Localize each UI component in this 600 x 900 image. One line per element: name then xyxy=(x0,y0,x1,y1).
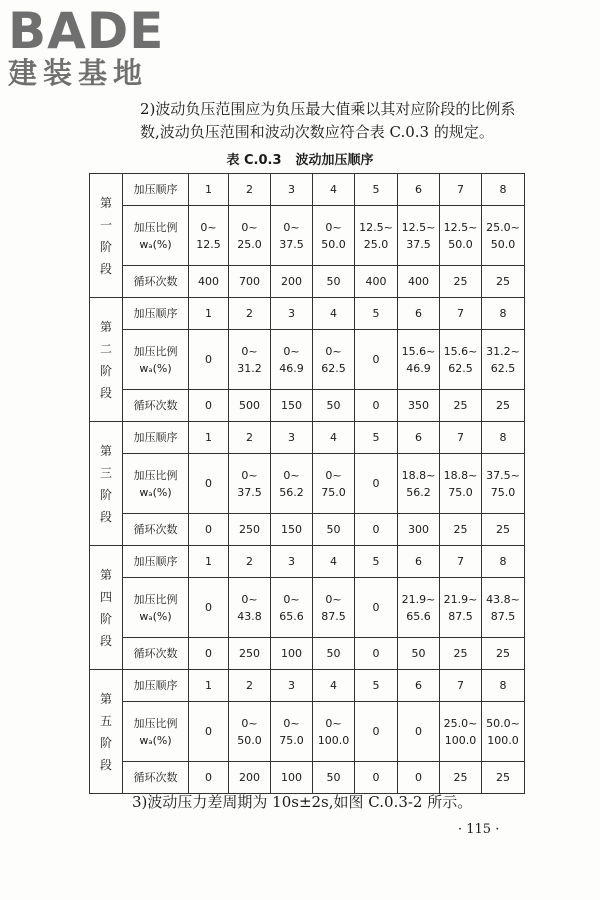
paragraph-negative-pressure-range xyxy=(140,98,570,144)
cycles-cell: 50 xyxy=(313,762,355,794)
ratio-value: 87.5 xyxy=(448,609,473,623)
stage-label-cell xyxy=(90,298,123,422)
sequence-cell: 3 xyxy=(271,298,313,330)
ratio-value: 75.0 xyxy=(490,485,516,499)
cycles-cell: 0 xyxy=(189,514,229,546)
ratio-value: 0~ xyxy=(283,344,300,358)
table-caption-title: 波动加压顺序 xyxy=(295,153,374,168)
row-label-ratio xyxy=(123,330,189,390)
ratio-value: 46.9 xyxy=(406,361,431,375)
cycles-cell: 150 xyxy=(271,514,313,546)
sequence-cell: 2 xyxy=(229,174,271,206)
ratio-value: 37.5~ xyxy=(486,468,520,482)
ratio-value: 62.5 xyxy=(448,361,473,375)
ratio-value: 43.8~ xyxy=(486,592,520,606)
row-label-sequence: 加压顺序 xyxy=(123,422,189,454)
ratio-value: 100.0 xyxy=(317,733,350,747)
ratio-cell xyxy=(440,578,482,638)
ratio-label-line-2: wₐ(%) xyxy=(139,361,172,375)
ratio-value: 0~ xyxy=(325,592,342,606)
ratio-value: 0~ xyxy=(241,468,258,482)
paragraph-line-2: 数,波动负压范围和波动次数应符合表 C.0.3 的规定。 xyxy=(140,123,494,141)
cycles-cell: 50 xyxy=(313,390,355,422)
ratio-cell xyxy=(398,206,440,266)
ratio-label-line-1: 加压比例 xyxy=(133,468,178,482)
stage-label-char: 第 xyxy=(99,443,112,458)
cycles-cell: 250 xyxy=(229,514,271,546)
cycles-cell: 100 xyxy=(271,638,313,670)
ratio-label-line-1: 加压比例 xyxy=(133,344,178,358)
ratio-label-line-2: wₐ(%) xyxy=(139,609,172,623)
ratio-value: 56.2 xyxy=(406,485,431,499)
row-label-sequence: 加压顺序 xyxy=(123,546,189,578)
ratio-value: 75.0 xyxy=(321,485,346,499)
cycles-cell: 0 xyxy=(189,638,229,670)
table-row xyxy=(90,454,525,514)
cycles-cell: 0 xyxy=(189,762,229,794)
stage-label-cell xyxy=(90,546,123,670)
sequence-cell: 3 xyxy=(271,422,313,454)
ratio-label-line-1: 加压比例 xyxy=(133,592,178,606)
table-body xyxy=(90,174,525,794)
cycles-cell: 25 xyxy=(482,514,525,546)
table-row xyxy=(90,702,525,762)
ratio-cell xyxy=(271,702,313,762)
ratio-value: 43.8 xyxy=(237,609,262,623)
table-caption xyxy=(0,149,600,168)
ratio-cell xyxy=(271,330,313,390)
ratio-value: 25.0~ xyxy=(443,716,478,730)
sequence-cell: 4 xyxy=(313,546,355,578)
ratio-value: 21.9~ xyxy=(443,592,478,606)
cycles-cell: 0 xyxy=(355,638,398,670)
stage-label-char: 段 xyxy=(99,261,112,276)
sequence-cell: 1 xyxy=(189,298,229,330)
ratio-value: 75.0 xyxy=(279,733,304,747)
ratio-cell xyxy=(355,454,398,514)
logo-wordmark: BADE xyxy=(8,2,165,60)
ratio-cell xyxy=(229,578,271,638)
cycles-cell: 25 xyxy=(482,266,525,298)
ratio-value: 0 xyxy=(205,725,212,738)
cycles-cell: 50 xyxy=(313,514,355,546)
ratio-value: 37.5 xyxy=(406,237,431,251)
ratio-cell xyxy=(313,330,355,390)
ratio-value: 50.0 xyxy=(448,237,473,251)
sequence-cell: 7 xyxy=(440,422,482,454)
ratio-value: 50.0~ xyxy=(486,716,520,730)
ratio-value: 21.9~ xyxy=(401,592,436,606)
ratio-value: 0~ xyxy=(325,716,342,730)
ratio-value: 18.8~ xyxy=(443,468,478,482)
ratio-value: 100.0 xyxy=(444,733,477,747)
cycles-cell: 350 xyxy=(398,390,440,422)
stage-label-char: 阶 xyxy=(99,363,112,378)
table-row xyxy=(90,546,525,578)
pressure-sequence-table xyxy=(89,173,525,794)
cycles-cell: 0 xyxy=(355,762,398,794)
ratio-cell xyxy=(271,206,313,266)
sequence-cell: 4 xyxy=(313,174,355,206)
row-label-ratio xyxy=(123,578,189,638)
cycles-cell: 50 xyxy=(313,638,355,670)
logo-subtitle: 建装基地 xyxy=(8,56,149,90)
cycles-cell: 200 xyxy=(271,266,313,298)
stage-label-char: 第 xyxy=(99,319,112,334)
stage-label-char: 段 xyxy=(99,757,112,772)
sequence-cell: 5 xyxy=(355,546,398,578)
stage-label-char: 第 xyxy=(99,567,112,582)
cycles-cell: 100 xyxy=(271,762,313,794)
ratio-value: 12.5~ xyxy=(443,220,478,234)
ratio-cell xyxy=(313,578,355,638)
ratio-value: 0~ xyxy=(325,344,342,358)
ratio-cell xyxy=(189,578,229,638)
table-caption-number: 表 C.0.3 xyxy=(226,153,282,168)
ratio-label-line-1: 加压比例 xyxy=(133,716,178,730)
stage-label-cell xyxy=(90,174,123,298)
row-label-cycles: 循环次数 xyxy=(123,266,189,298)
ratio-value: 56.2 xyxy=(279,485,304,499)
ratio-cell xyxy=(482,330,525,390)
ratio-label-line-2: wₐ(%) xyxy=(139,485,172,499)
ratio-value: 25.0 xyxy=(237,237,262,251)
cycles-cell: 400 xyxy=(355,266,398,298)
ratio-cell xyxy=(355,702,398,762)
sequence-cell: 4 xyxy=(313,422,355,454)
cycles-cell: 50 xyxy=(313,266,355,298)
sequence-cell: 7 xyxy=(440,298,482,330)
row-label-sequence: 加压顺序 xyxy=(123,174,189,206)
sequence-cell: 4 xyxy=(313,298,355,330)
ratio-cell xyxy=(355,578,398,638)
row-label-cycles: 循环次数 xyxy=(123,638,189,670)
cycles-cell: 50 xyxy=(398,638,440,670)
ratio-value: 25.0 xyxy=(363,237,389,251)
ratio-value: 0~ xyxy=(241,592,258,606)
sequence-cell: 5 xyxy=(355,670,398,702)
ratio-value: 18.8~ xyxy=(401,468,436,482)
ratio-value: 0~ xyxy=(241,716,258,730)
cycles-cell: 300 xyxy=(398,514,440,546)
ratio-value: 15.6~ xyxy=(401,344,436,358)
stage-label-char: 段 xyxy=(99,633,112,648)
row-label-cycles: 循环次数 xyxy=(123,762,189,794)
ratio-cell xyxy=(482,454,525,514)
paragraph-line-1: 2)波动负压范围应为负压最大值乘以其对应阶段的比例系 xyxy=(140,100,516,118)
stage-label-char: 段 xyxy=(99,385,112,400)
table-row xyxy=(90,298,525,330)
ratio-cell xyxy=(355,330,398,390)
ratio-value: 12.5~ xyxy=(401,220,436,234)
sequence-cell: 3 xyxy=(271,174,313,206)
ratio-value: 100.0 xyxy=(487,733,519,747)
table-row xyxy=(90,266,525,298)
table-row xyxy=(90,578,525,638)
sequence-cell: 5 xyxy=(355,298,398,330)
cycles-cell: 700 xyxy=(229,266,271,298)
ratio-value: 15.6~ xyxy=(443,344,478,358)
ratio-cell xyxy=(398,330,440,390)
sequence-cell: 2 xyxy=(229,422,271,454)
cycles-cell: 25 xyxy=(482,390,525,422)
ratio-cell xyxy=(189,330,229,390)
stage-label-char: 第 xyxy=(99,195,112,210)
cycles-cell: 0 xyxy=(189,390,229,422)
ratio-label-line-2: wₐ(%) xyxy=(139,237,172,251)
ratio-cell xyxy=(189,702,229,762)
cycles-cell: 25 xyxy=(440,390,482,422)
stage-label-char: 二 xyxy=(99,341,112,356)
ratio-value: 0 xyxy=(205,477,212,490)
ratio-value: 37.5 xyxy=(237,485,262,499)
ratio-cell xyxy=(398,454,440,514)
row-label-cycles: 循环次数 xyxy=(123,514,189,546)
sequence-cell: 1 xyxy=(189,546,229,578)
ratio-cell xyxy=(271,454,313,514)
table-row xyxy=(90,174,525,206)
stage-label-char: 四 xyxy=(99,589,112,604)
ratio-value: 0~ xyxy=(200,220,217,234)
cycles-cell: 25 xyxy=(440,762,482,794)
ratio-value: 0 xyxy=(372,601,380,614)
cycles-cell: 500 xyxy=(229,390,271,422)
stage-label-char: 三 xyxy=(99,465,112,480)
cycles-cell: 25 xyxy=(440,514,482,546)
cycles-cell: 0 xyxy=(355,390,398,422)
table-row xyxy=(90,638,525,670)
cycles-cell: 25 xyxy=(482,762,525,794)
ratio-value: 31.2 xyxy=(237,361,262,375)
ratio-cell xyxy=(229,330,271,390)
ratio-cell xyxy=(271,578,313,638)
cycles-cell: 25 xyxy=(440,266,482,298)
ratio-value: 0~ xyxy=(241,220,258,234)
stage-label-char: 一 xyxy=(99,217,112,232)
stage-label-cell xyxy=(90,422,123,546)
table-row xyxy=(90,762,525,794)
cycles-cell: 25 xyxy=(482,638,525,670)
stage-label-char: 第 xyxy=(99,691,112,706)
ratio-value: 0~ xyxy=(325,220,342,234)
sequence-cell: 2 xyxy=(229,546,271,578)
cycles-cell: 250 xyxy=(229,638,271,670)
sequence-cell: 5 xyxy=(355,174,398,206)
row-label-ratio xyxy=(123,454,189,514)
ratio-label-line-1: 加压比例 xyxy=(133,220,178,234)
table-row xyxy=(90,206,525,266)
ratio-value: 75.0 xyxy=(448,485,473,499)
sequence-cell: 6 xyxy=(398,174,440,206)
ratio-value: 50.0 xyxy=(237,733,262,747)
ratio-value: 50.0 xyxy=(490,237,516,251)
ratio-cell xyxy=(229,702,271,762)
sequence-cell: 7 xyxy=(440,546,482,578)
ratio-cell xyxy=(440,206,482,266)
cycles-cell: 25 xyxy=(440,638,482,670)
sequence-cell: 8 xyxy=(482,174,525,206)
row-label-sequence: 加压顺序 xyxy=(123,298,189,330)
ratio-cell xyxy=(482,702,525,762)
sequence-cell: 3 xyxy=(271,546,313,578)
ratio-cell xyxy=(229,454,271,514)
ratio-value: 87.5 xyxy=(321,609,346,623)
sequence-cell: 1 xyxy=(189,422,229,454)
cycles-cell: 400 xyxy=(398,266,440,298)
bade-logo xyxy=(8,2,178,90)
sequence-cell: 5 xyxy=(355,422,398,454)
sequence-cell: 6 xyxy=(398,546,440,578)
ratio-value: 65.6 xyxy=(279,609,304,623)
sequence-cell: 7 xyxy=(440,174,482,206)
stage-label-char: 阶 xyxy=(99,611,112,626)
ratio-cell xyxy=(398,578,440,638)
ratio-cell xyxy=(355,206,398,266)
ratio-cell xyxy=(313,702,355,762)
sequence-cell: 4 xyxy=(313,670,355,702)
sequence-cell: 8 xyxy=(482,546,525,578)
cycles-cell: 150 xyxy=(271,390,313,422)
stage-label-char: 段 xyxy=(99,509,112,524)
sequence-cell: 2 xyxy=(229,670,271,702)
ratio-value: 31.2~ xyxy=(486,344,520,358)
ratio-value: 12.5~ xyxy=(359,220,393,234)
ratio-value: 25.0~ xyxy=(486,220,520,234)
row-label-cycles: 循环次数 xyxy=(123,390,189,422)
table-row xyxy=(90,514,525,546)
sequence-cell: 3 xyxy=(271,670,313,702)
ratio-value: 0 xyxy=(205,601,212,614)
ratio-value: 0~ xyxy=(283,592,300,606)
stage-label-cell xyxy=(90,670,123,794)
ratio-value: 12.5 xyxy=(196,237,221,251)
cycles-cell: 200 xyxy=(229,762,271,794)
ratio-value: 0 xyxy=(372,353,380,366)
ratio-value: 62.5 xyxy=(321,361,346,375)
page-number: · 115 · xyxy=(458,822,500,837)
ratio-value: 0 xyxy=(415,725,422,738)
stage-label-char: 阶 xyxy=(99,487,112,502)
ratio-cell xyxy=(440,702,482,762)
table-row xyxy=(90,670,525,702)
sequence-cell: 6 xyxy=(398,670,440,702)
ratio-cell xyxy=(482,206,525,266)
ratio-cell xyxy=(482,578,525,638)
ratio-value: 0~ xyxy=(283,220,300,234)
ratio-value: 87.5 xyxy=(490,609,516,623)
ratio-cell xyxy=(440,454,482,514)
ratio-value: 65.6 xyxy=(406,609,431,623)
ratio-value: 0~ xyxy=(241,344,258,358)
table-row xyxy=(90,422,525,454)
ratio-value: 50.0 xyxy=(321,237,346,251)
ratio-value: 0 xyxy=(205,353,212,366)
table-row xyxy=(90,330,525,390)
ratio-value: 0~ xyxy=(283,716,300,730)
ratio-label-line-2: wₐ(%) xyxy=(139,733,172,747)
ratio-cell xyxy=(398,702,440,762)
ratio-cell xyxy=(313,206,355,266)
sequence-cell: 7 xyxy=(440,670,482,702)
ratio-value: 0~ xyxy=(283,468,300,482)
row-label-sequence: 加压顺序 xyxy=(123,670,189,702)
ratio-cell xyxy=(313,454,355,514)
sequence-cell: 8 xyxy=(482,670,525,702)
stage-label-char: 阶 xyxy=(99,735,112,750)
cycles-cell: 0 xyxy=(355,514,398,546)
ratio-cell xyxy=(229,206,271,266)
ratio-value: 62.5 xyxy=(490,361,516,375)
sequence-cell: 2 xyxy=(229,298,271,330)
sequence-cell: 8 xyxy=(482,298,525,330)
ratio-cell xyxy=(440,330,482,390)
sequence-cell: 1 xyxy=(189,174,229,206)
ratio-cell xyxy=(189,454,229,514)
ratio-value: 46.9 xyxy=(279,361,304,375)
ratio-value: 0~ xyxy=(325,468,342,482)
sequence-cell: 6 xyxy=(398,298,440,330)
ratio-value: 0 xyxy=(372,477,380,490)
row-label-ratio xyxy=(123,206,189,266)
sequence-cell: 8 xyxy=(482,422,525,454)
row-label-ratio xyxy=(123,702,189,762)
sequence-cell: 6 xyxy=(398,422,440,454)
sequence-cell: 1 xyxy=(189,670,229,702)
cycles-cell: 0 xyxy=(398,762,440,794)
cycles-cell: 400 xyxy=(189,266,229,298)
table-row xyxy=(90,390,525,422)
ratio-cell xyxy=(189,206,229,266)
ratio-value: 0 xyxy=(372,725,380,738)
ratio-value: 37.5 xyxy=(279,237,304,251)
paragraph-cycle-period: 3)波动压力差周期为 10s±2s,如图 C.0.3-2 所示。 xyxy=(132,793,473,811)
stage-label-char: 阶 xyxy=(99,239,112,254)
stage-label-char: 五 xyxy=(99,713,112,728)
